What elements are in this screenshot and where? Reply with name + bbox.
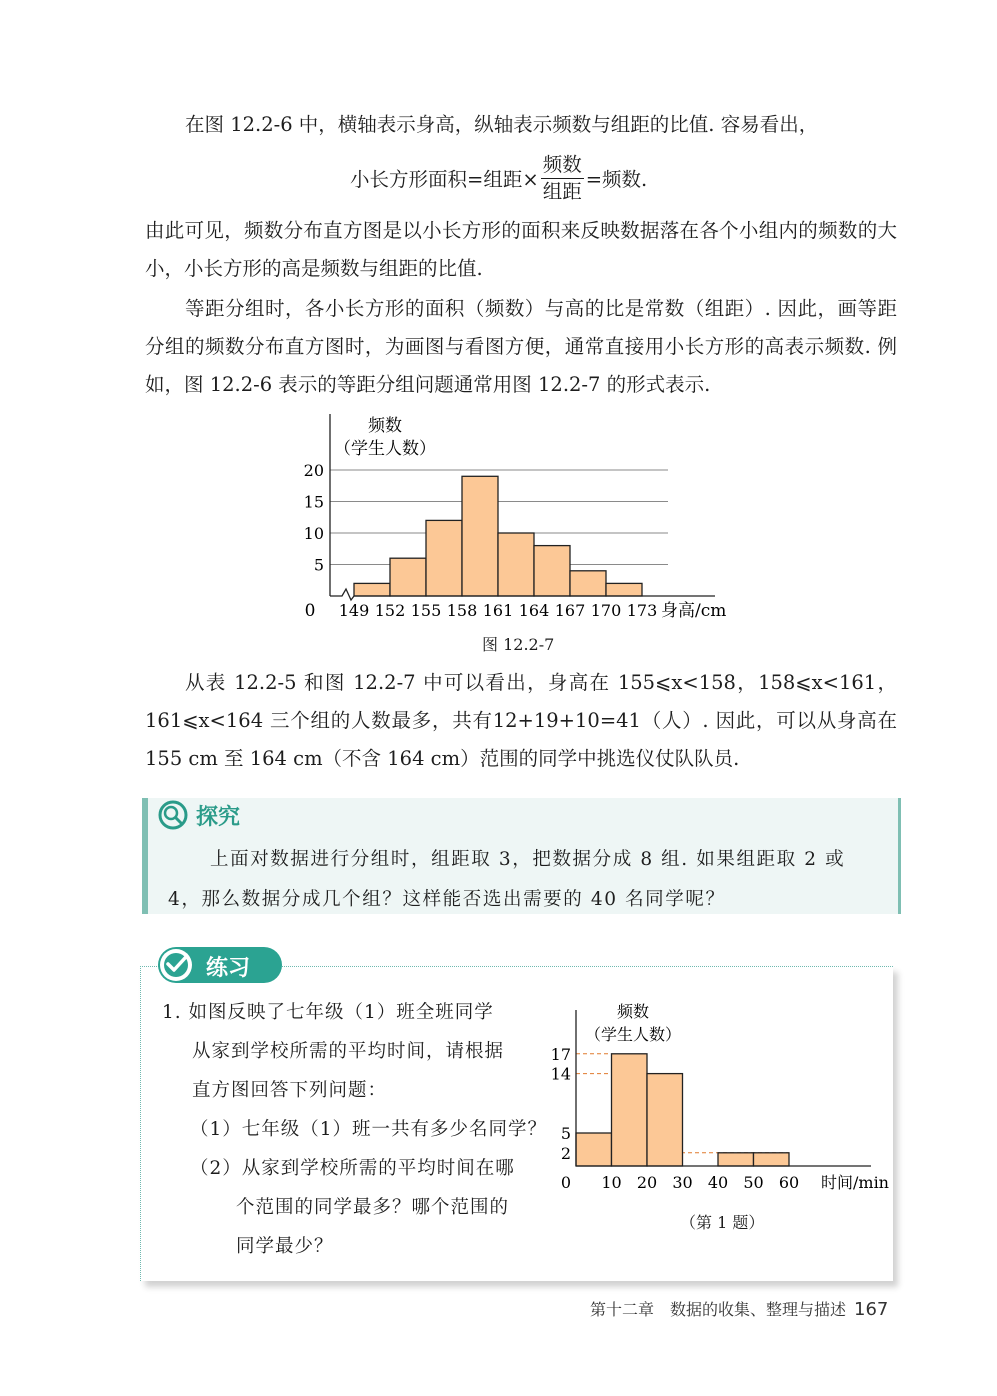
x-tick-label: 158 bbox=[446, 601, 478, 620]
page-number: 167 bbox=[854, 1299, 889, 1320]
histogram-bar bbox=[534, 546, 570, 596]
exercise-line: 从家到学校所需的平均时间，请根据 bbox=[192, 1041, 505, 1062]
x-tick-label: 0 bbox=[560, 1173, 572, 1192]
x-tick-label: 155 bbox=[410, 601, 442, 620]
x-tick-label: 40 bbox=[707, 1173, 729, 1192]
y-tick-label: 2 bbox=[560, 1143, 571, 1163]
paragraph-4: 从表 12.2-5 和图 12.2-7 中可以看出，身高在 155⩽x<158，158⩽x<161，161⩽x<164 三个组的人数最多，共有12+19+10=41（人）. 因此，可以从身高在 155 cm 至 164 cm（不含 164 cm）范围的同学中挑选仪仗队队员. bbox=[145, 671, 897, 770]
histogram-bar bbox=[606, 583, 642, 596]
paragraph-1: 在图 12.2-6 中，横轴表示身高，纵轴表示频数与组距的比值. 容易看出， bbox=[185, 113, 819, 136]
y-tick-label: 14 bbox=[550, 1064, 571, 1084]
x-tick-label: 152 bbox=[374, 601, 406, 620]
formula-left: 小长方形面积=组距× bbox=[350, 168, 539, 191]
histogram-bar bbox=[462, 476, 498, 596]
height-histogram bbox=[295, 410, 745, 625]
y-tick-label: 5 bbox=[560, 1124, 571, 1143]
histogram-bar bbox=[390, 558, 426, 596]
histogram-bar bbox=[570, 571, 606, 596]
origin-label: 0 bbox=[304, 601, 316, 621]
area-formula bbox=[350, 150, 647, 206]
x-tick-label: 149 bbox=[338, 601, 370, 620]
histogram-bar bbox=[576, 1133, 612, 1166]
x-tick-label: 60 bbox=[778, 1173, 800, 1192]
explore-text: 上面对数据进行分组时，组距取 3，把数据分成 8 组. 如果组距取 2 或 4，那么数据分成几个组？这样能否选出需要的 40 名同学呢？ bbox=[168, 849, 846, 910]
formula-right: =频数. bbox=[585, 168, 648, 191]
x-tick-label: 10 bbox=[601, 1173, 622, 1192]
x-tick-label: 50 bbox=[743, 1173, 764, 1192]
y-tick-label: 20 bbox=[303, 461, 324, 480]
y-axis-label-line1: 频数 bbox=[616, 1002, 650, 1021]
y-tick-label: 15 bbox=[303, 492, 324, 512]
exercise-line: 同学最少？ bbox=[236, 1236, 334, 1257]
exercise-line: 个范围的同学最多？哪个范围的 bbox=[236, 1197, 510, 1218]
histogram-bar bbox=[647, 1074, 683, 1166]
histogram-bar bbox=[426, 520, 462, 596]
practice-icon bbox=[158, 947, 198, 983]
chapter-title: 第十二章 数据的收集、整理与描述 bbox=[590, 1300, 847, 1319]
page-footer bbox=[590, 1297, 888, 1320]
formula-denominator: 组距 bbox=[542, 179, 582, 203]
x-axis-label: 身高/cm bbox=[661, 601, 727, 621]
commute-time-histogram bbox=[545, 1000, 890, 1200]
x-axis-label: 时间/min bbox=[821, 1173, 889, 1192]
x-tick-label: 173 bbox=[626, 601, 658, 620]
magnifier-icon bbox=[158, 800, 190, 832]
x-tick-label: 161 bbox=[482, 601, 514, 620]
exercise-line: 直方图回答下列问题： bbox=[192, 1080, 388, 1101]
y-tick-label: 17 bbox=[550, 1044, 571, 1064]
exercise-line: 1. 如图反映了七年级（1）班全班同学 bbox=[162, 1002, 494, 1023]
exercise-question-2: （2）从家到学校所需的平均时间在哪 bbox=[190, 1158, 515, 1179]
exercise-figure-caption: （第 1 题） bbox=[680, 1213, 765, 1232]
practice-title: 练习 bbox=[206, 956, 251, 981]
histogram-bar bbox=[754, 1153, 790, 1166]
paragraph-2: 由此可见，频数分布直方图是以小长方形的面积来反映数据落在各个小组内的频数的大小，小长方形的高是频数与组距的比值. bbox=[145, 219, 897, 280]
x-tick-label: 30 bbox=[672, 1173, 693, 1192]
y-tick-label: 10 bbox=[303, 524, 324, 543]
x-tick-label: 167 bbox=[554, 601, 586, 620]
formula-fraction bbox=[541, 153, 584, 204]
histogram-bar bbox=[354, 583, 390, 596]
explore-title: 探究 bbox=[196, 805, 241, 830]
y-axis-label-line2: （学生人数） bbox=[334, 439, 436, 459]
exercise-question-1: （1）七年级（1）班一共有多少名同学？ bbox=[190, 1119, 548, 1140]
y-axis-label-line1: 频数 bbox=[368, 416, 402, 436]
x-tick-label: 164 bbox=[518, 601, 550, 620]
histogram-bar bbox=[718, 1153, 754, 1166]
paragraph-3: 等距分组时，各小长方形的面积（频数）与高的比是常数（组距）. 因此，画等距分组的频数分布直方图时，为画图与看图方便，通常直接用小长方形的高表示频数. 例如，图 12.2-6 表示的等距分组问题通常用图 12.2-7 的形式表示. bbox=[145, 297, 897, 396]
histogram-bar bbox=[498, 533, 534, 596]
y-tick-label: 5 bbox=[313, 555, 324, 575]
figure-caption: 图 12.2-7 bbox=[482, 635, 555, 654]
x-tick-label: 20 bbox=[636, 1173, 658, 1192]
y-axis-label-line2: （学生人数） bbox=[584, 1025, 682, 1044]
x-tick-label: 170 bbox=[590, 601, 622, 620]
formula-numerator: 频数 bbox=[541, 153, 584, 179]
histogram-bar bbox=[612, 1054, 648, 1166]
